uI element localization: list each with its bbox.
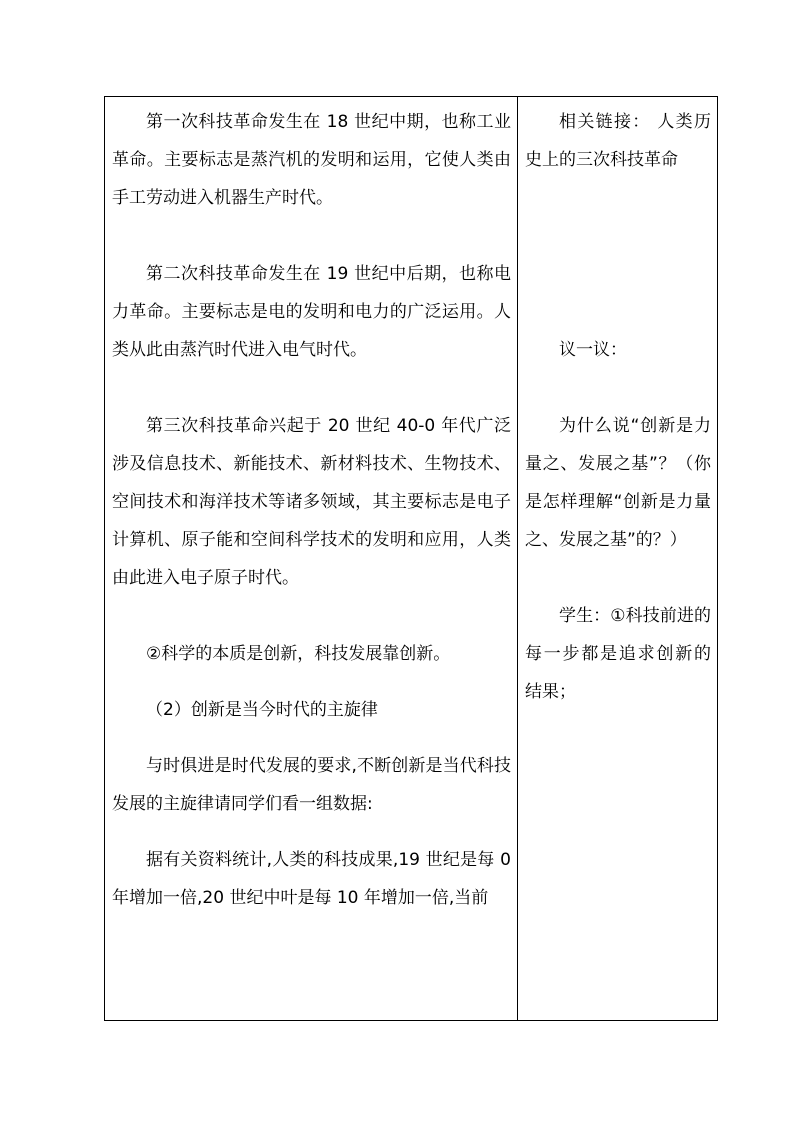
paragraph-statistics: 据有关资料统计,人类的科技成果,19 世纪是每 0 年增加一倍,20 世纪中叶是每 10 年增加一倍,当前 — [112, 850, 511, 908]
lesson-table — [104, 96, 718, 1021]
section-heading-innovation: （2）创新是当今时代的主旋律 — [146, 700, 378, 720]
related-link-note: 相关链接： 人类历史上的三次科技革命 — [525, 112, 711, 170]
paragraph-second-revolution: 第二次科技革命发生在 19 世纪中后期，也称电力革命。主要标志是电的发明和电力的广泛运用。人类从此由蒸汽时代进入电气时代。 — [112, 264, 511, 360]
student-answer: 学生：①科技前进的每一步都是追求创新的结果； — [525, 606, 711, 702]
paragraph-essence-of-science: ②科学的本质是创新，科技发展靠创新。 — [146, 644, 451, 664]
content-column — [105, 97, 518, 1020]
discussion-question: 为什么说“创新是力量之、发展之基”？（你是怎样理解“创新是力量之、发展之基”的？） — [525, 416, 711, 550]
paragraph-first-revolution: 第一次科技革命发生在 18 世纪中期，也称工业革命。主要标志是蒸汽机的发明和运用，它使人类由手工劳动进入机器生产时代。 — [112, 112, 511, 208]
paragraph-third-revolution: 第三次科技革命兴起于 20 世纪 40-0 年代广泛涉及信息技术、新能技术、新材料技术、生物技术、空间技术和海洋技术等诸多领域，其主要标志是电子计算机、原子能和空间科学技术的发明和应用，人类由此进入电子原子时代。 — [112, 416, 511, 588]
paragraph-keep-pace: 与时俱进是时代发展的要求,不断创新是当代科技发展的主旋律请同学们看一组数据: — [112, 756, 511, 814]
discussion-heading: 议一议： — [559, 340, 627, 360]
notes-column — [518, 97, 717, 1020]
